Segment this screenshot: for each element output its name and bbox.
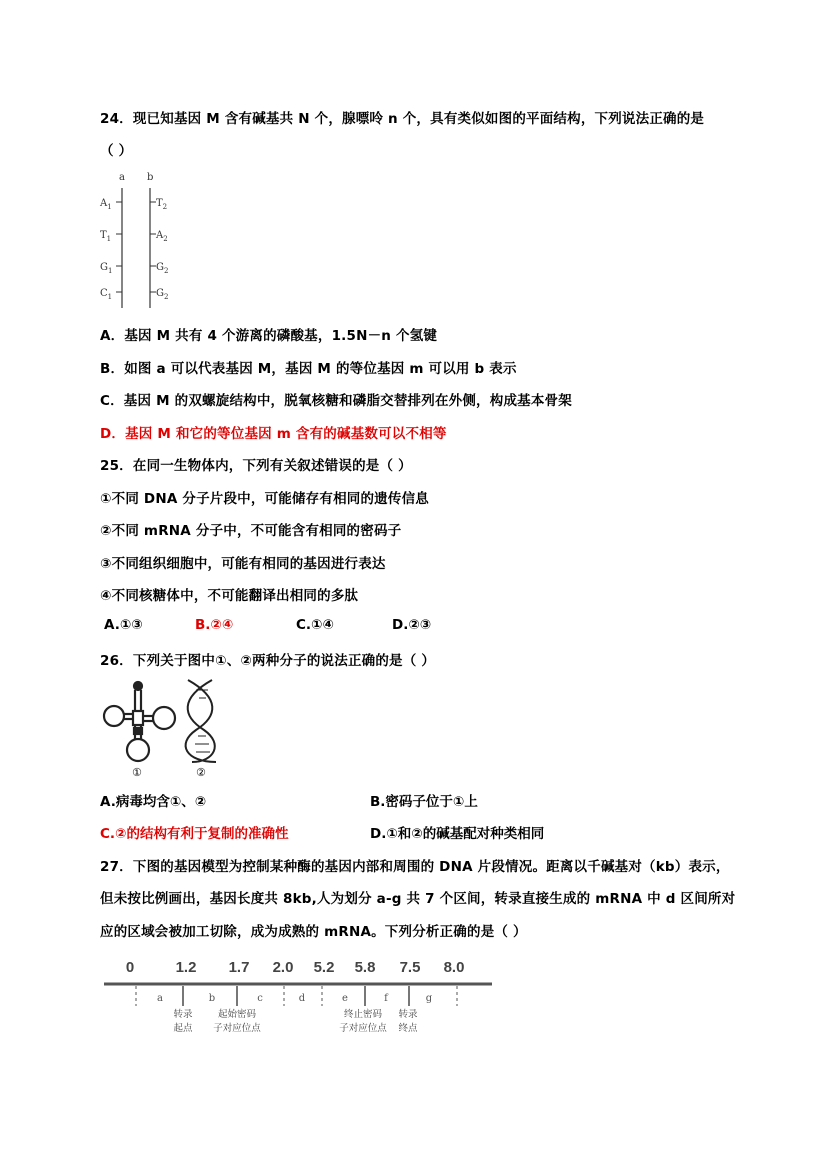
q27-site-label: 终止密码 (343, 1009, 383, 1020)
q24-option-c: C．基因 M 的双螺旋结构中，脱氧核糖和磷脂交替排列在外侧，构成基本骨架 (100, 393, 572, 409)
q24-col-b: b (147, 172, 154, 183)
q26-option-a: A.病毒均含①、② (100, 794, 207, 810)
q27-line-3: 应的区域会被加工切除，成为成熟的 mRNA。下列分析正确的是（ ） (100, 924, 527, 940)
q27-site-label: 子对应位点 (339, 1023, 387, 1034)
q27-kb-number: 5.2 (313, 959, 335, 976)
q27-gene-model-diagram (100, 950, 500, 1045)
q27-site-label: 转录 (398, 1009, 418, 1020)
q27-kb-number: 2.0 (272, 959, 294, 976)
q24-right-base: $A_2$ (156, 230, 168, 243)
q27-kb-number: 1.7 (228, 959, 250, 976)
trna-icon (104, 682, 175, 761)
q27-line-2: 但未按比例画出，基因长度共 8kb,人为划分 a-g 共 7 个区间，转录直接生成的 mRNA 中 d 区间所对 (100, 891, 736, 907)
q25-stem: 25．在同一生物体内，下列有关叙述错误的是（ ） (100, 458, 412, 474)
q27-kb-number: 0 (125, 959, 135, 976)
q27-site-label: 转录 (173, 1009, 193, 1020)
q27-segment-label: a (157, 993, 163, 1004)
q24-option-a: A．基因 M 共有 4 个游离的磷酸基，1.5N－n 个氢键 (100, 328, 438, 344)
q25-option-a: A.①③ (104, 617, 143, 633)
q27-kb-number: 8.0 (443, 959, 465, 976)
q25-option-d: D.②③ (392, 617, 432, 633)
q27-line-1: 27．下图的基因模型为控制某种酶的基因内部和周围的 DNA 片段情况。距离以千碱基对（kb）表示， (100, 859, 730, 875)
q24-dna-diagram (96, 166, 186, 314)
q25-item-1: ①不同 DNA 分子片段中，可能储存有相同的遗传信息 (100, 491, 429, 507)
q24-option-b: B．如图 a 可以代表基因 M，基因 M 的等位基因 m 可以用 b 表示 (100, 361, 517, 377)
q27-site-label: 起点 (173, 1023, 193, 1034)
q25-item-4: ④不同核糖体中，不可能翻译出相同的多肽 (100, 588, 359, 604)
q24-right-base: $G_2$ (156, 288, 169, 301)
dna-helix-icon (186, 680, 216, 762)
q27-segment-label: c (257, 993, 263, 1004)
q27-kb-number: 1.2 (175, 959, 197, 976)
q26-stem: 26．下列关于图中①、②两种分子的说法正确的是（ ） (100, 653, 436, 669)
q27-site-label: 子对应位点 (213, 1023, 261, 1034)
q25-option-b-answer: B.②④ (195, 617, 234, 633)
q27-kb-number: 5.8 (354, 959, 376, 976)
q24-right-base: $G_2$ (156, 262, 169, 275)
q24-option-d-answer: D．基因 M 和它的等位基因 m 含有的碱基数可以不相等 (100, 426, 447, 442)
q27-segment-label: e (342, 993, 348, 1004)
q25-option-c: C.①④ (296, 617, 334, 633)
q24-left-base: $G_1$ (100, 262, 113, 275)
q25-item-2: ②不同 mRNA 分子中，不可能含有相同的密码子 (100, 523, 402, 539)
q24-right-base: $T_2$ (156, 198, 168, 211)
q27-segment-label: d (298, 993, 306, 1004)
q26-label-1: ① (132, 766, 142, 779)
q27-segment-label: b (208, 993, 216, 1004)
q26-molecule-diagram (100, 676, 230, 782)
q26-option-d: D.①和②的碱基配对种类相同 (370, 826, 545, 842)
q24-left-base: $C_1$ (100, 288, 113, 301)
q24-col-a: a (119, 172, 125, 183)
q24-left-base: $A_1$ (100, 198, 112, 211)
q26-option-b: B.密码子位于①上 (370, 794, 478, 810)
q27-kb-number: 7.5 (399, 959, 421, 976)
q25-item-3: ③不同组织细胞中，可能有相同的基因进行表达 (100, 556, 386, 572)
q27-site-label: 起始密码 (217, 1009, 257, 1020)
q26-label-2: ② (196, 766, 206, 779)
q24-left-base: $T_1$ (100, 230, 112, 243)
q24-stem: 24．现已知基因 M 含有碱基共 N 个，腺嘌呤 n 个，具有类似如图的平面结构，下列说法正确的是 (100, 111, 705, 127)
q24-paren: （ ） (100, 143, 133, 159)
q27-site-label: 终点 (398, 1023, 418, 1034)
q27-segment-label: f (384, 993, 388, 1004)
q27-segment-label: g (425, 993, 433, 1004)
q26-option-c-answer: C.②的结构有利于复制的准确性 (100, 826, 289, 842)
